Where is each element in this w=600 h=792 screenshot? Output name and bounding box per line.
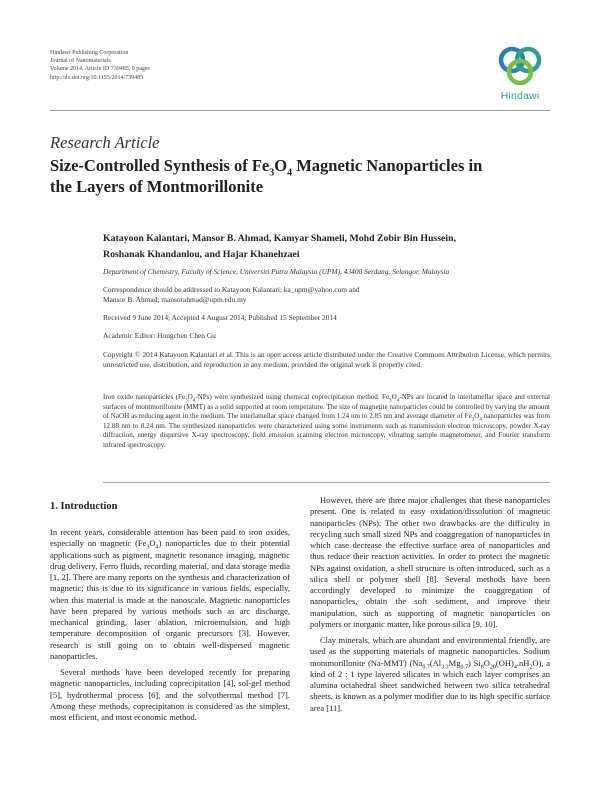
author-list [103, 231, 550, 262]
publication-info [50, 49, 150, 82]
abstract-divider [103, 482, 550, 483]
authors-line-2: Roshanak Khandanlou, and Hajar Khanehzaei [103, 248, 300, 260]
logo-wordmark: Hindawi [500, 90, 540, 102]
header-divider [50, 110, 550, 111]
body-right-column [310, 495, 550, 714]
doi-link[interactable]: http://dx.doi.org/10.1155/2014/739485 [50, 74, 144, 81]
paragraph: However, there are three major challenges that these nanoparticles present. One is related to easy oxidation/dissolution of magnetic nanoparticles (NPs). The other two drawbacks are the difficulty in recycling such small sized NPs and coaggregation of nanoparticles in which case decrease the effective surface area of nanoparticles and thus reduce their reaction activities. In order to protect the magnetic NPs against oxidation, a shell structure is often introduced, such as a silica shell or polymer shell [8]. Several methods have been accordingly developed to minimize the coaggregation of nanoparticles, obtain the soft sediment, and improve their manipulation, such as supporting of magnetic nanoparticles on polymers or inorganic matter, like porous silica [9, 10]. [310, 495, 550, 629]
section-heading-introduction: 1. Introduction [50, 501, 118, 512]
article-category: Research Article [50, 133, 160, 152]
journal-name: Journal of Nanomaterials [50, 58, 111, 65]
hindawi-logo-icon [490, 42, 550, 90]
academic-editor: Academic Editor: Hongchen Chen Gu [103, 331, 216, 340]
article-dates: Received 9 June 2014; Accepted 4 August 2014; Published 15 September 2014 [103, 313, 337, 322]
paragraph: Several methods have been developed recently for preparing magnetic nanoparticles, including coprecipitation [4], sol-gel method [5], hydrothermal process [6], and the solvothermal method [7]. Among these methods, coprecipitation is considered as the simplest, most efficient, and most economic method. [50, 667, 290, 722]
body-left-column [50, 495, 290, 723]
paragraph: In recent years, considerable attention has been paid to iron oxides, especially on magnetic $(Fe_3O_4)$ nanoparticles due to their potential applications such as pigment, magnetic resonance imaging, magnetic drug delivery, Ferro fluids, recording material, and data storage media [1, 2]. There are many reports on the synthesis and characterization of magnetic; this is due to its significance in various fields, especially, when this material is made at the nanoscale. Magnetic nanoparticles have been prepared by various methods such as arc discharge, mechanical grinding, laser ablation, microemulsion, and high temperature decomposition of organic precursors [3]. However, research is still going on to obtain well-dispersed magnetic nanoparticles. [50, 527, 290, 661]
hindawi-logo [490, 42, 550, 106]
abstract: Iron oxide nanoparticles $(Fe_3O_4-NPs)$ were synthesized using chemical coprecipitation method. $Fe_3O_4$-NPs are located in interlamellar space and external surfaces of montmorillonite (MMT) as a solid supported at room temperature. The size of magnetite nanoparticles could be controlled by varying the amount of NaOH as reducing agent in the medium. The interlamellar space changed from 1.24 nm to 2.85 nm and average diameter of $Fe_3O_4$ nanoparticles was from 12.88 nm to 8.24 nm. The synthesized nanoparticles were characterized using some instruments such as transmission electron microscopy, powder X-ray diffraction, energy dispersive X-ray spectroscopy, field emission scanning electron microscopy, vibrating sample magnetometer, and Fourier transform infrared spectroscopy. [103, 393, 551, 449]
article-title: Size-Controlled Synthesis of $Fe_3O_4$ Magnetic Nanoparticles in the Layers of Montmorillonite [50, 156, 483, 196]
paragraph: Clay minerals, which are abundant and environmental friendly, are used as the supporting materials of magnetic nanoparticles. Sodium montmorillonite (Na-MMT) ($Na_{0.7}(Al_{3.3}Mg_{0.7})$ $Si_8O_{20}(OH)_4.nH_2O$), a kind of 2 : 1 type layered silicates in which each layer comprises an alumina octahedral sheet sandwiched between two silica tetrahedral sheets, is known as a polymer modifier due to its high specific surface area [11]. [310, 635, 551, 713]
authors-line-1: Katayoon Kalantari, Mansor B. Ahmad, Kamyar Shameli, Mohd Zobir Bin Hussein, [103, 233, 457, 244]
affiliation: Department of Chemistry, Faculty of Science, Universiti Putra Malaysia (UPM), 43400 Serdang, Selangor, Malaysia [103, 267, 450, 276]
correspondence: Correspondence should be addressed to Katayoon Kalantari; ka_upm@yahoo.com and Mansor B. Ahmad; mansorahmad@upm.edu.my [103, 285, 360, 304]
copyright-notice: Copyright © 2014 Katayoon Kalantari et al. This is an open access article distributed under the Creative Commons Attribution License, which permits unrestricted use, distribution, and reproduction in any medium, provided the original work is properly cited. [103, 350, 550, 369]
volume-info: Volume 2014, Article ID 739485, 9 pages [50, 66, 150, 73]
publisher-name: Hindawi Publishing Corporation [50, 50, 129, 56]
